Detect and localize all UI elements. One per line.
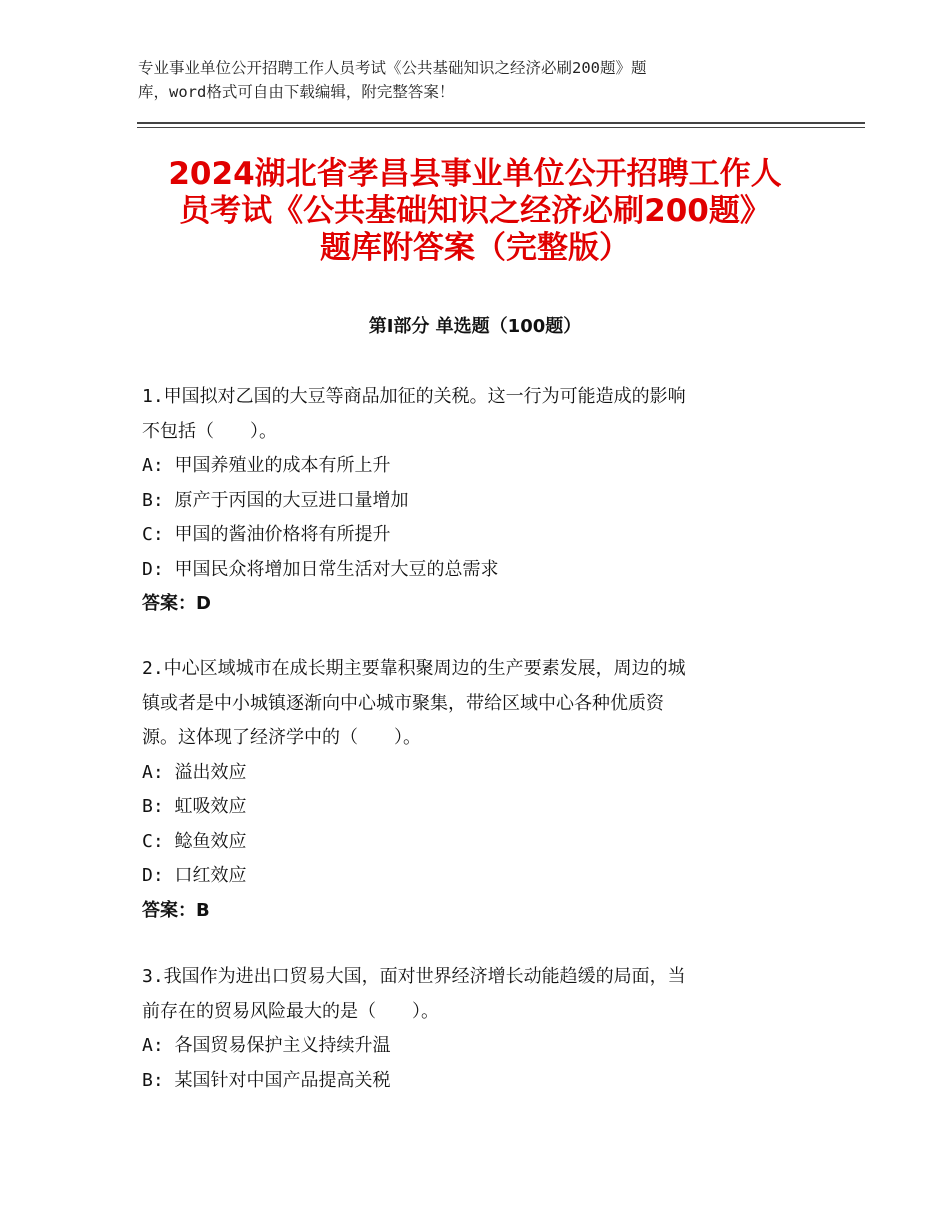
question-3 (142, 960, 822, 1098)
option-c: C: 甲国的酱油价格将有所提升 (142, 524, 391, 545)
question-stem: 1.甲国拟对乙国的大豆等商品加征的关税。这一行为可能造成的影响 (142, 386, 686, 407)
option-a: A: 各国贸易保护主义持续升温 (142, 1035, 391, 1056)
option-b: B: 虹吸效应 (142, 796, 247, 817)
answer-line: 答案：B (142, 899, 210, 921)
question-stem: 2.中心区域城市在成长期主要靠积聚周边的生产要素发展，周边的城 (142, 658, 686, 679)
question-2 (142, 652, 822, 928)
header-line: 库，word格式可自由下载编辑，附完整答案！ (138, 83, 455, 101)
option-a: A: 甲国养殖业的成本有所上升 (142, 455, 391, 476)
document-header (138, 56, 778, 104)
title-line: 2024湖北省孝昌县事业单位公开招聘工作人 (168, 156, 782, 192)
section-heading: 第Ⅰ部分 单选题（100题） (368, 316, 582, 337)
option-b: B: 某国针对中国产品提高关税 (142, 1069, 391, 1091)
header-divider-thin (137, 127, 865, 128)
question-stem: 3.我国作为进出口贸易大国，面对世界经济增长动能趋缓的局面，当 (142, 966, 686, 987)
option-a: A: 溢出效应 (142, 761, 247, 783)
title-line: 员考试《公共基础知识之经济必刷200题》 (179, 193, 771, 229)
title-line: 题库附答案（完整版） (320, 230, 630, 266)
option-c: C: 鲶鱼效应 (142, 830, 247, 852)
option-d: D: 甲国民众将增加日常生活对大豆的总需求 (142, 558, 499, 580)
answer-line: 答案：D (142, 593, 211, 614)
question-stem: 源。这体现了经济学中的（ ）。 (142, 727, 421, 748)
question-1 (142, 380, 822, 622)
question-stem: 前存在的贸易风险最大的是（ ）。 (142, 1000, 439, 1022)
header-divider (137, 122, 865, 124)
document-title (100, 156, 850, 267)
question-stem: 不包括（ ）。 (142, 420, 277, 442)
option-d: D: 口红效应 (142, 865, 247, 886)
option-b: B: 原产于丙国的大豆进口量增加 (142, 489, 409, 511)
header-line: 专业事业单位公开招聘工作人员考试《公共基础知识之经济必刷200题》题 (138, 59, 647, 77)
question-stem: 镇或者是中小城镇逐渐向中心城市聚集，带给区域中心各种优质资 (142, 692, 664, 714)
